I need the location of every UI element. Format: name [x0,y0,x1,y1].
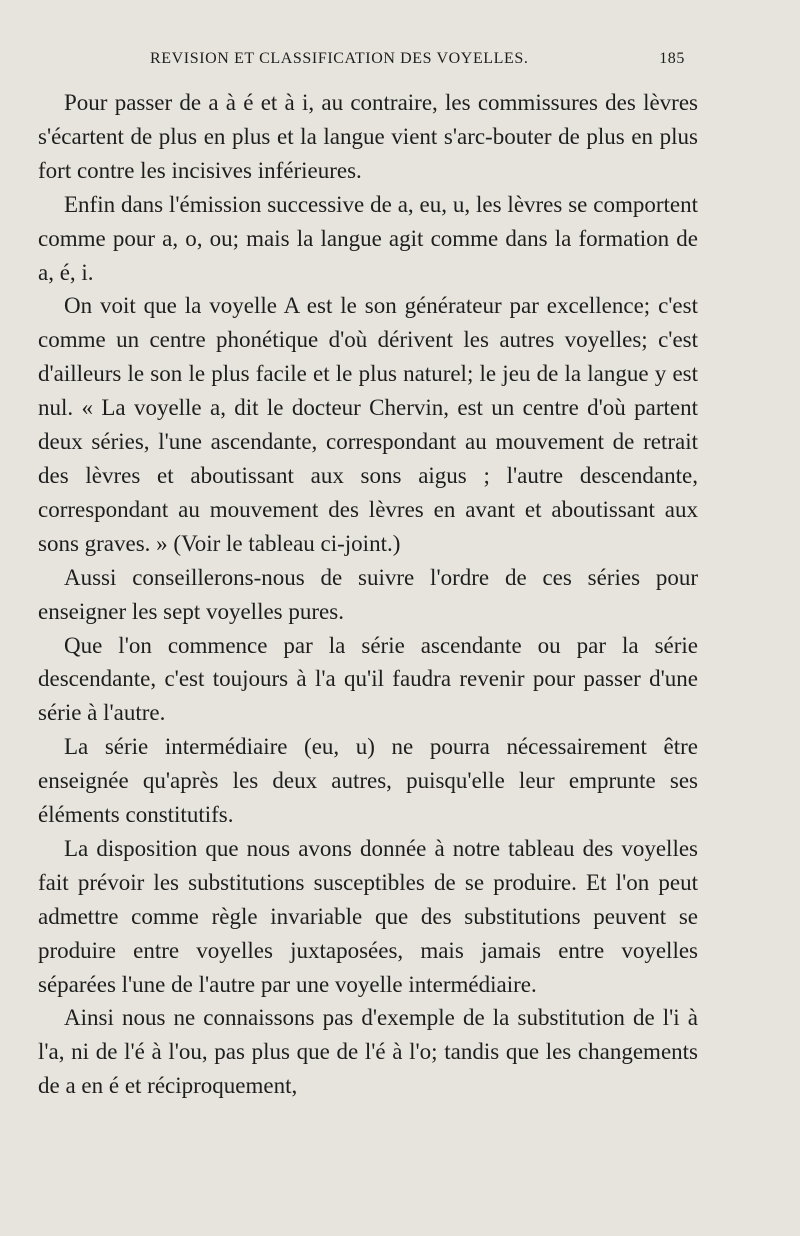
paragraph-6: La série intermédiaire (eu, u) ne pourra nécessairement être enseignée qu'après les deux autres, puisqu'elle leur emprunte ses éléments constitutifs. [38,734,698,828]
paragraph-8: Ainsi nous ne connaissons pas d'exemple de la substitution de l'i à l'a, ni de l'é à l'ou, pas plus que de l'é à l'o; tandis que les changements de a en é et réciproquement, [38,1005,698,1099]
page-number: 185 [659,50,685,67]
chapter-title: REVISION ET CLASSIFICATION DES VOYELLES. [150,50,529,67]
paragraph-2: Enfin dans l'émission successive de a, eu, u, les lèvres se comportent comme pour a, o, ou; mais la langue agit comme dans la formation de a, é, i. [38,191,698,285]
paragraph-4: Aussi conseillerons-nous de suivre l'ordre de ces séries pour enseigner les sept voyelles pures. [38,564,698,624]
paragraph-1: Pour passer de a à é et à i, au contraire, les commissures des lèvres s'écartent de plus en plus et la langue vient s'arc-bouter de plus en plus fort contre les incisives inférieures. [38,90,698,183]
paragraph-7: La disposition que nous avons donnée à notre tableau des voyelles fait prévoir les substitutions susceptibles de se produire. Et l'on peut admettre comme règle invariable que des substitutions peuvent se produire entre voyelles juxtaposées, mais jamais entre voyelles séparées l'une de l'autre par une voyelle intermédiaire. [38,835,698,997]
text-body [38,86,698,1103]
paragraph-3: On voit que la voyelle A est le son générateur par excellence; c'est comme un centre phonétique d'où dérivent les autres voyelles; c'est d'ailleurs le son le plus facile et le plus naturel; le jeu de la langue y est nul. « La voyelle a, dit le docteur Chervin, est un centre d'où partent deux séries, l'une ascendante, correspondant au mouvement de retrait des lèvres et aboutissant aux sons aigus ; l'autre descendante, correspondant au mouvement des lèvres en avant et aboutissant aux sons graves. » (Voir le tableau ci-joint.) [38,293,698,556]
paragraph-5: Que l'on commence par la série ascendante ou par la série descendante, c'est toujours à l'a qu'il faudra revenir pour passer d'une série à l'autre. [38,632,698,726]
running-header [60,50,685,72]
